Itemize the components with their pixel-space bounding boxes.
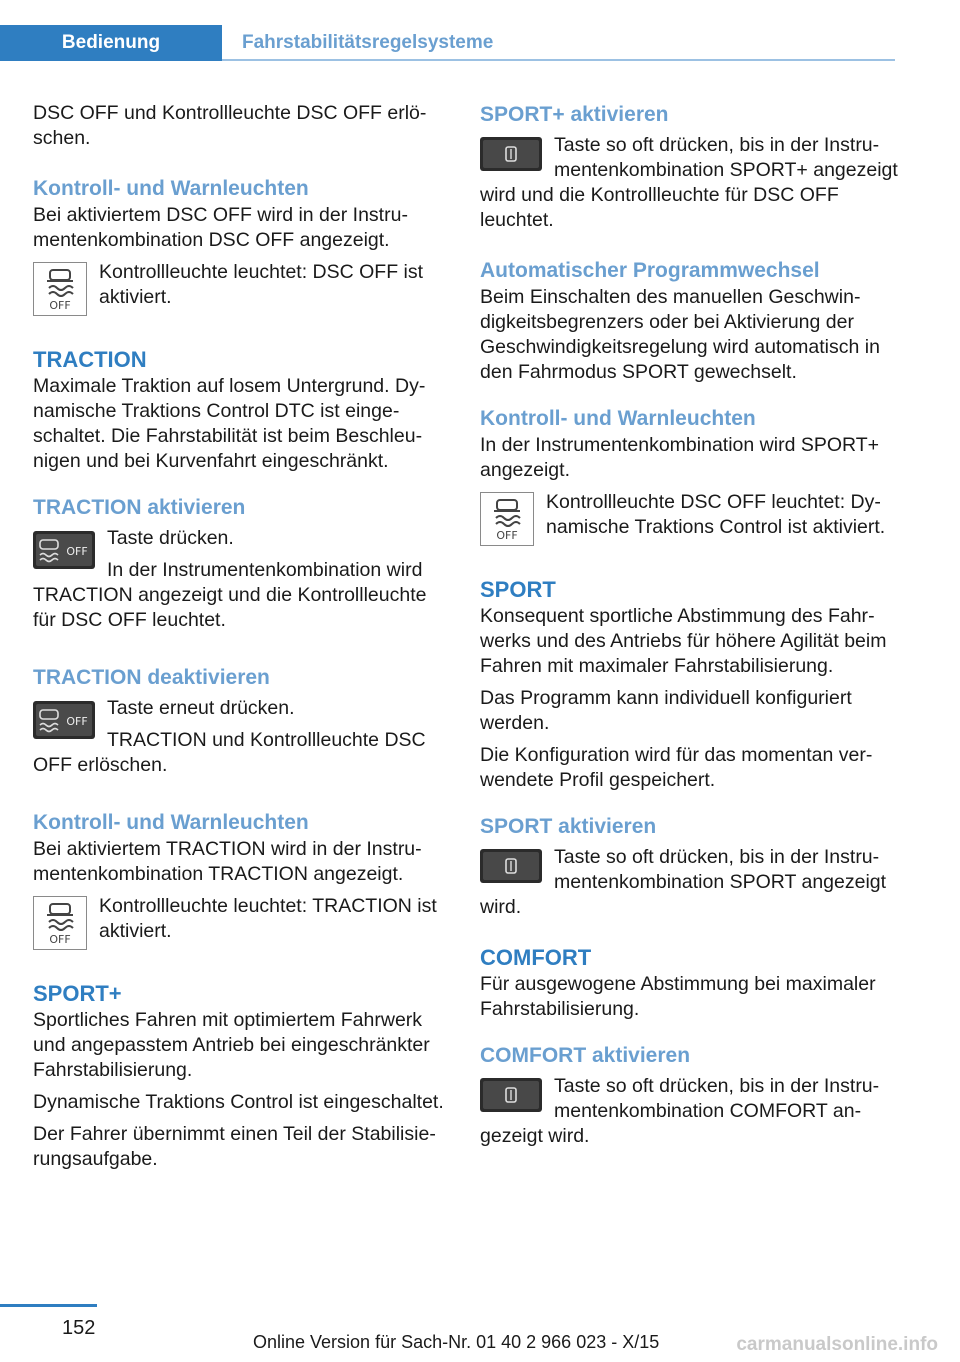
text-traction-display: Bei aktiviertem TRACTION wird in der Instrumentenkombination TRACTION angezeigt. xyxy=(33,838,422,885)
indicator-text-sport-plus: Kontrollleuchte DSC OFF leuchtet: Dynamische Traktions Control ist aktiviert. xyxy=(546,491,886,538)
text-traction: Maximale Traktion auf losem Untergrund. Dynamische Traktions Control DTC ist eingeschaltet. Die Fahrstabilität ist beim Beschleunigen und bei Kurvenfahrt eingeschränkt. xyxy=(33,375,426,472)
svg-text:OFF: OFF xyxy=(66,715,88,728)
text-dsc-off-display: Bei aktiviertem DSC OFF wird in der Instrumentenkombination DSC OFF angezeigt. xyxy=(33,204,408,251)
button-text-traction-on: Taste drücken. xyxy=(107,527,234,549)
indicator-row-traction xyxy=(33,894,451,956)
section-tab-fahrstabilitaet[interactable]: Fahrstabilitätsregelsysteme xyxy=(242,32,494,53)
footer-divider xyxy=(0,1304,97,1307)
online-version-text: Online Version für Sach-Nr. 01 40 2 966 023 - X/15 xyxy=(253,1332,660,1352)
button-row-sport-plus xyxy=(480,133,898,233)
heading-sport-plus: SPORT+ xyxy=(33,981,122,1006)
svg-text:OFF: OFF xyxy=(49,933,71,946)
heading-comfort: COMFORT xyxy=(480,945,592,970)
text-sport-plus-display: In der Instrumentenkombination wird SPORT+ angezeigt. xyxy=(480,434,880,481)
dsc-off-indicator-icon xyxy=(33,896,87,950)
indicator-row-dsc-off xyxy=(33,260,451,322)
heading-comfort-aktivieren: COMFORT aktivieren xyxy=(480,1044,691,1067)
heading-sport-aktivieren: SPORT aktivieren xyxy=(480,815,657,838)
chapter-tab-bedienung[interactable]: Bedienung xyxy=(0,25,222,61)
mode-toggle-button-icon xyxy=(480,849,542,890)
button-label: OFF xyxy=(66,545,88,558)
button-text-comfort: Taste so oft drücken, bis in der Instrumentenkombination COMFORT angezeigt wird. xyxy=(480,1075,880,1147)
dsc-off-button-icon xyxy=(33,701,95,746)
heading-traction-aktivieren: TRACTION aktivieren xyxy=(33,496,246,519)
heading-traction-deaktivieren: TRACTION deaktivieren xyxy=(33,666,270,689)
button-row-traction-off xyxy=(33,696,451,785)
text-programmwechsel: Beim Einschalten des manuellen Geschwindigkeitsbegrenzers oder bei Aktivierung der Geschwindigkeitsregelung wird automatisch in den Fahrmodus SPORT gewechselt. xyxy=(480,286,880,383)
button-text-sport: Taste so oft drücken, bis in der Instrumentenkombination SPORT angezeigt wird. xyxy=(480,846,887,918)
right-column xyxy=(480,101,898,1156)
indicator-label: OFF xyxy=(49,299,71,312)
button-text-traction-off: Taste erneut drücken. xyxy=(107,697,295,719)
text-sport-2: Das Programm kann individuell konfiguriert werden. xyxy=(480,687,852,734)
intro-text: DSC OFF und Kontrollleuchte DSC OFF erlöschen. xyxy=(33,102,427,149)
text-traction-off: TRACTION und Kontrollleuchte DSC OFF erlöschen. xyxy=(33,729,426,776)
mode-toggle-button-icon xyxy=(480,137,542,178)
watermark-logo: carmanualsonline.info xyxy=(736,1334,938,1355)
page-header xyxy=(0,25,895,61)
heading-sport: SPORT xyxy=(480,577,556,602)
text-sport-3: Die Konfiguration wird für das momentan verwendete Profil gespeichert. xyxy=(480,744,873,791)
mode-toggle-button-icon xyxy=(480,1078,542,1119)
indicator-row-sport-plus xyxy=(480,490,898,552)
text-sport-plus-1: Sportliches Fahren mit optimiertem Fahrwerk und angepasstem Antrieb bei eingeschränkter Fahrstabilisierung. xyxy=(33,1009,430,1081)
dsc-off-indicator-icon xyxy=(33,262,87,316)
text-sport-plus-2: Dynamische Traktions Control ist eingeschaltet. xyxy=(33,1091,444,1113)
dsc-off-button-icon xyxy=(33,531,95,576)
left-column xyxy=(33,101,451,1179)
page-number: 152 xyxy=(62,1317,96,1339)
button-row-comfort xyxy=(480,1074,898,1149)
heading-sport-plus-aktivieren: SPORT+ aktivieren xyxy=(480,103,669,126)
heading-programmwechsel: Automatischer Programmwechsel xyxy=(480,259,820,282)
text-sport-plus-3: Der Fahrer übernimmt einen Teil der Stabilisierungsaufgabe. xyxy=(33,1123,436,1170)
button-row-sport xyxy=(480,845,898,920)
button-row-traction-on xyxy=(33,526,451,640)
button-text-sport-plus: Taste so oft drücken, bis in der Instrumentenkombination SPORT+ angezeigt wird und die Kontrollleuchte für DSC OFF leuchtet. xyxy=(480,134,898,231)
dsc-off-indicator-icon xyxy=(480,492,534,546)
heading-kontroll-warnleuchten-1: Kontroll- und Warnleuchten xyxy=(33,177,309,200)
text-comfort: Für ausgewogene Abstimmung bei maximaler Fahrstabilisierung. xyxy=(480,973,876,1020)
svg-text:OFF: OFF xyxy=(496,529,518,542)
text-traction-on: In der Instrumentenkombination wird TRACTION angezeigt und die Kontrollleuchte für DSC OFF leuchtet. xyxy=(33,559,427,631)
indicator-text-traction: Kontrollleuchte leuchtet: TRACTION ist aktiviert. xyxy=(99,895,437,942)
indicator-text-dsc-off: Kontrollleuchte leuchtet: DSC OFF ist aktiviert. xyxy=(99,261,424,308)
header-divider xyxy=(222,59,895,61)
heading-traction: TRACTION xyxy=(33,347,147,372)
heading-kontroll-warnleuchten-2: Kontroll- und Warnleuchten xyxy=(33,811,309,834)
text-sport-1: Konsequent sportliche Abstimmung des Fahrwerks und des Antriebs für höhere Agilität beim Fahren mit maximaler Fahrstabilisierung. xyxy=(480,605,887,677)
heading-kontroll-warnleuchten-3: Kontroll- und Warnleuchten xyxy=(480,407,756,430)
